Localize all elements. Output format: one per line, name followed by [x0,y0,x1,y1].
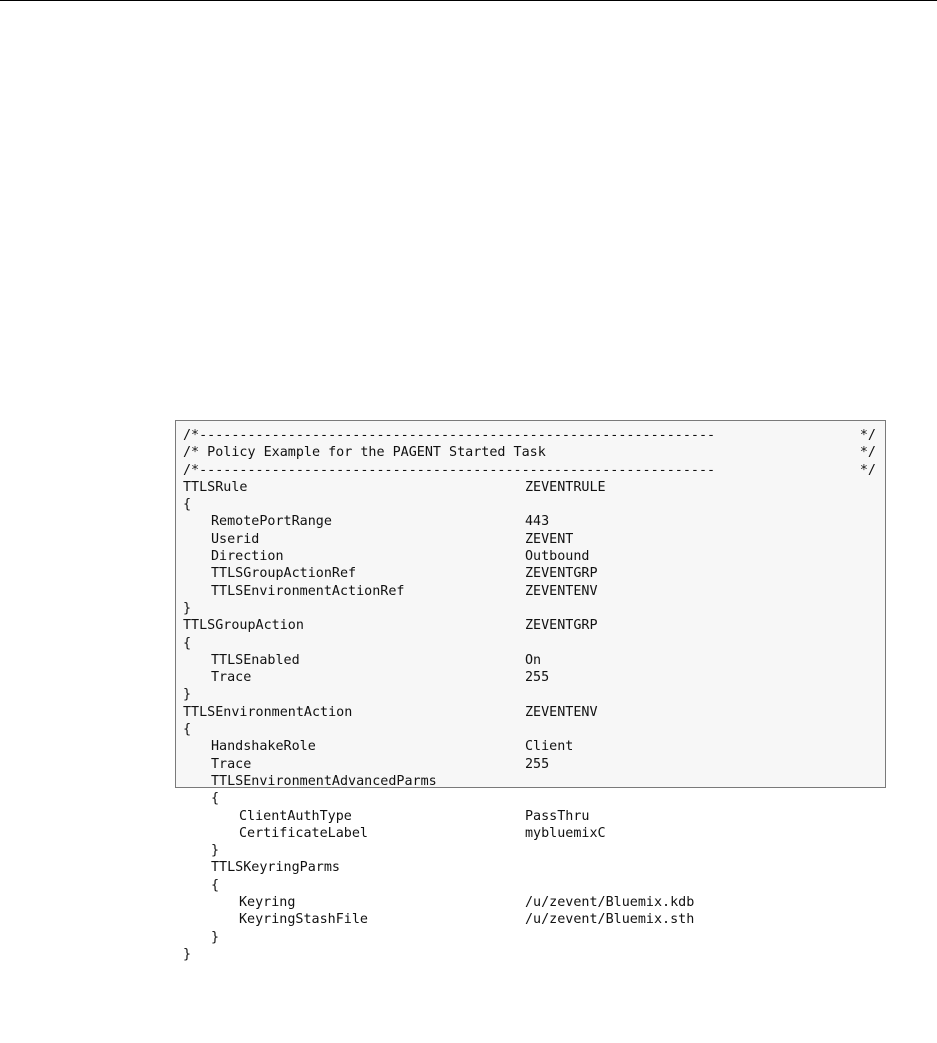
code-key: TTLSGroupAction [183,618,304,634]
code-line [183,652,885,669]
code-line [183,894,885,911]
top-divider [0,0,937,1]
code-value: mybluemixC [525,825,606,841]
code-key: TTLSEnvironmentActionRef [211,583,405,599]
code-value: Client [525,739,574,755]
code-line [183,444,885,461]
code-line [183,738,885,755]
code-value: On [525,652,542,668]
code-line [183,479,885,496]
code-line [183,911,885,928]
code-key: Trace [211,670,252,686]
code-line [183,704,885,721]
code-key: KeyringStashFile [239,912,368,928]
code-key: TTLSKeyringParms [211,860,340,876]
code-line [183,635,885,652]
code-line [183,686,885,703]
code-line [183,548,885,565]
code-key: { [183,722,192,738]
code-value: /u/zevent/Bluemix.sth [525,912,695,928]
code-key: { [211,791,220,807]
code-key: } [211,843,220,859]
code-value: PassThru [525,808,590,824]
code-key: TTLSEnvironmentAdvancedParms [211,773,437,789]
code-key: ClientAuthType [239,808,352,824]
code-key: /* Policy Example for the PAGENT Started Task [183,445,546,461]
code-line [183,929,885,946]
code-line [183,600,885,617]
code-value: ZEVENTGRP [525,618,598,634]
code-line [183,756,885,773]
code-line [183,583,885,600]
code-key: } [183,600,192,616]
code-line [183,669,885,686]
code-line [183,531,885,548]
code-line [183,427,885,444]
code-line [183,513,885,530]
code-value: ZEVENTENV [525,704,598,720]
code-key: } [183,946,192,962]
code-key: } [183,687,192,703]
code-value: ZEVENTGRP [525,566,598,582]
code-value: 255 [525,756,550,772]
comment-terminator: */ [859,428,876,443]
code-key: RemotePortRange [211,514,332,530]
code-key: HandshakeRole [211,739,316,755]
code-key: { [183,497,192,513]
code-line [183,859,885,876]
code-value: ZEVENT [525,531,574,547]
code-line [183,617,885,634]
code-block [175,420,886,962]
code-line [183,808,885,825]
code-value: Outbound [525,549,590,565]
code-key: TTLSEnabled [211,652,300,668]
code-line [183,565,885,582]
code-key: /*---------------------------------------------------------------- [183,428,716,443]
code-key: } [211,929,220,945]
code-line [183,462,885,479]
code-key: CertificateLabel [239,825,368,841]
comment-terminator: */ [859,445,876,461]
code-line [183,842,885,859]
code-line [183,825,885,842]
code-value: ZEVENTENV [525,583,598,599]
code-key: /*---------------------------------------------------------------- [183,462,716,478]
code-value: /u/zevent/Bluemix.kdb [525,895,695,911]
code-key: Direction [211,549,284,565]
code-key: { [211,877,220,893]
code-line [183,773,885,790]
code-line [183,790,885,807]
code-line [183,877,885,894]
code-value: ZEVENTRULE [525,479,606,495]
code-line [183,721,885,738]
comment-terminator: */ [859,462,876,478]
code-line [183,946,885,963]
code-key: TTLSRule [183,479,248,495]
code-key: Trace [211,756,252,772]
code-key: Userid [211,531,260,547]
code-value: 255 [525,670,550,686]
code-key: TTLSGroupActionRef [211,566,357,582]
code-line [183,496,885,513]
code-value: 443 [525,514,550,530]
code-key: Keyring [239,895,296,911]
code-key: TTLSEnvironmentAction [183,704,353,720]
code-key: { [183,635,192,651]
